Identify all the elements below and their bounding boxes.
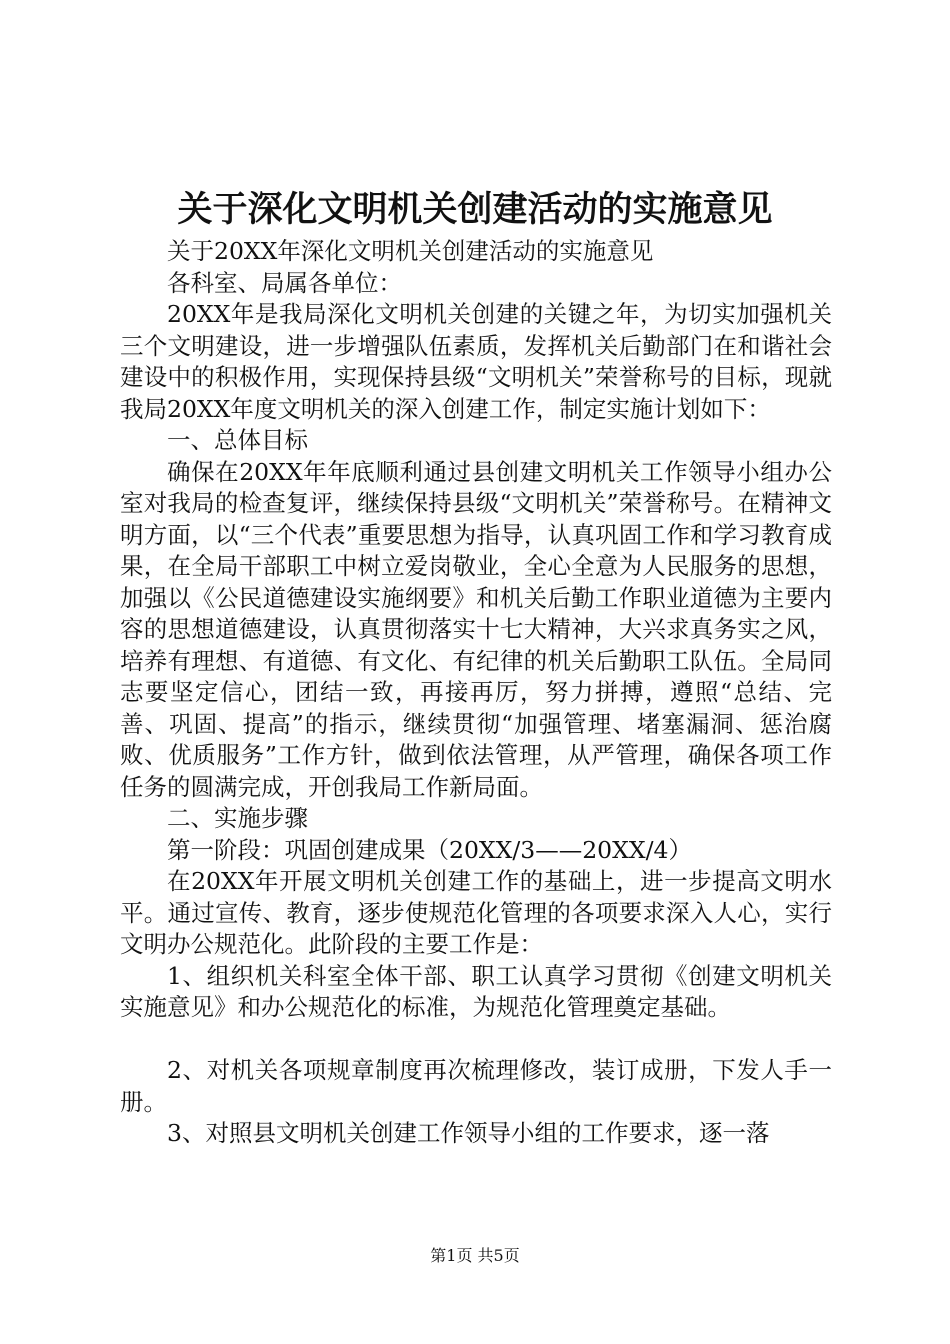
paragraph-overall-goal: 确保在20XX年年底顺利通过县创建文明机关工作领导小组办公室对我局的检查复评，继续保持县级“文明机关”荣誉称号。在精神文明方面，以“三个代表”重要思想为指导，认真巩固工作和学习教育成果，在全局干部职工中树立爱岗敬业，全心全意为人民服务的思想，加强以《公民道德建设实施纲要》和机关后勤工作职业道德为主要内容的思想道德建设，认真贯彻落实十七大精神，大兴求真务实之风，培养有理想、有道德、有文化、有纪律的机关后勤职工队伍。全局同志要坚定信心，团结一致，再接再厉，努力拼搏，遵照“总结、完善、巩固、提高”的指示，继续贯彻“加强管理、堵塞漏洞、惩治腐败、优质服务”工作方针，做到依法管理，从严管理，确保各项工作任务的圆满完成，开创我局工作新局面。 [120,457,832,801]
document-title: 关于深化文明机关创建活动的实施意见 [177,189,773,230]
heading-overall-goal: 一、总体目标 [167,426,308,454]
list-item-1: 1、组织机关科室全体干部、职工认真学习贯彻《创建文明机关实施意见》和办公规范化的标准，为规范化管理奠定基础。 [120,961,832,1021]
list-item-2: 2、对机关各项规章制度再次梳理修改，装订成册，下发人手一册。 [120,1056,832,1116]
heading-implementation-steps: 二、实施步骤 [167,804,308,832]
paragraph-salutation: 各科室、局属各单位： [167,268,402,297]
list-item-3: 3、对照县文明机关创建工作领导小组的工作要求，逐一落 [167,1119,770,1147]
heading-phase-one: 第一阶段：巩固创建成果（20XX/3——20XX/4） [167,835,692,864]
paragraph-phase-one: 在20XX年开展文明机关创建工作的基础上，进一步提高文明水平。通过宣传、教育，逐步使规范化管理的各项要求深入人心，实行文明办公规范化。此阶段的主要工作是： [120,867,832,958]
paragraph-subtitle: 关于20XX年深化文明机关创建活动的实施意见 [167,237,654,265]
paragraph-intro: 20XX年是我局深化文明机关创建的关键之年，为切实加强机关三个文明建设，进一步增强队伍素质，发挥机关后勤部门在和谐社会建设中的积极作用，实现保持县级“文明机关”荣誉称号的目标，现就我局20XX年度文明机关的深入创建工作，制定实施计划如下： [120,300,832,423]
document-body [120,236,832,1150]
page-indicator: 第1页 共5页 [430,1246,520,1265]
